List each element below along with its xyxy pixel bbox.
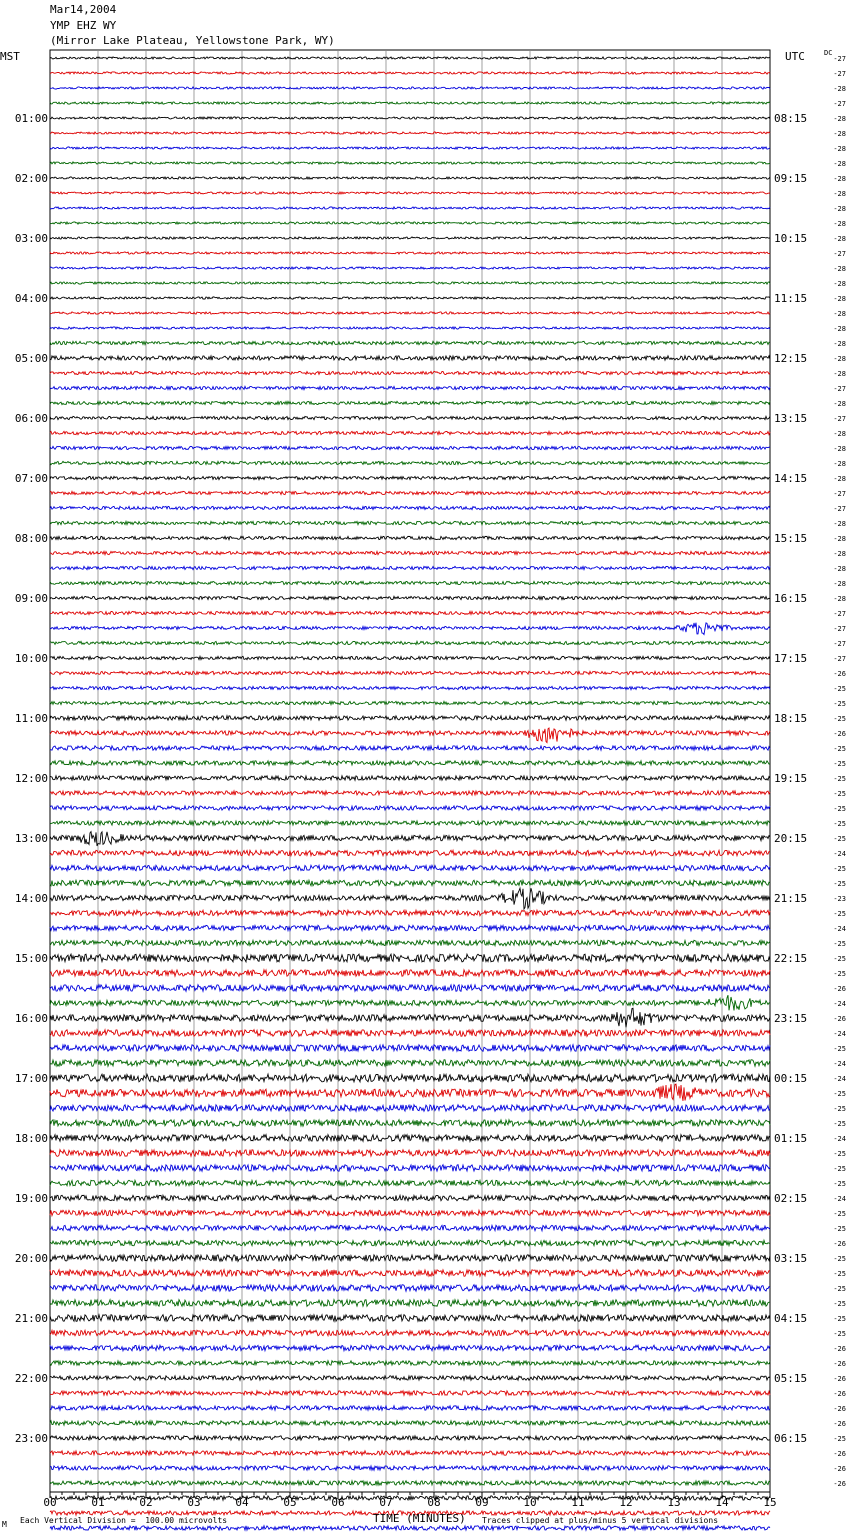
seismic-trace <box>50 371 770 374</box>
mst-hour-label: 14:00 <box>14 892 48 905</box>
dc-offset-label: -25 <box>833 1180 846 1188</box>
plot-frame <box>50 50 770 1492</box>
seismic-trace <box>50 386 770 389</box>
seismic-trace <box>50 476 770 479</box>
dc-offset-label: -25 <box>833 1045 846 1053</box>
seismic-trace <box>50 222 770 224</box>
dc-offset-label: -26 <box>833 1345 846 1353</box>
seismic-trace <box>50 192 770 194</box>
x-axis-title: TIME (MINUTES) <box>373 1512 466 1525</box>
dc-offset-label: -28 <box>833 265 846 273</box>
seismic-trace <box>50 656 770 659</box>
dc-offset-label: -28 <box>833 175 846 183</box>
utc-hour-label: 16:15 <box>774 592 808 605</box>
mst-hour-label: 13:00 <box>14 832 48 845</box>
dc-offset-label: -27 <box>833 640 846 648</box>
seismic-trace <box>50 1008 770 1027</box>
dc-offset-label: -28 <box>833 370 846 378</box>
utc-hour-label: 11:15 <box>774 292 808 305</box>
seismic-trace <box>50 850 770 855</box>
utc-hour-label: 01:15 <box>774 1132 808 1145</box>
utc-hour-label: 18:15 <box>774 712 808 725</box>
utc-hour-label: 00:15 <box>774 1072 808 1085</box>
dc-offset-label: -26 <box>833 985 846 993</box>
footer-mark: M <box>2 1520 7 1529</box>
dc-offset-label: -27 <box>833 100 846 108</box>
utc-hour-label: 13:15 <box>774 412 808 425</box>
mst-hour-label: 03:00 <box>14 232 48 245</box>
mst-hour-label: 01:00 <box>14 112 48 125</box>
dc-offset-label: -28 <box>833 85 846 93</box>
seismic-trace <box>50 611 770 614</box>
dc-offset-label: -28 <box>833 445 846 453</box>
seismic-trace <box>50 880 770 885</box>
utc-hour-label: 21:15 <box>774 892 808 905</box>
seismic-trace <box>50 1240 770 1245</box>
dc-offset-label: -28 <box>833 580 846 588</box>
dc-offset-label: -25 <box>833 1315 846 1323</box>
dc-offset-label: -27 <box>833 55 846 63</box>
mst-hour-label: 09:00 <box>14 592 48 605</box>
dc-offset-label: -26 <box>833 1360 846 1368</box>
utc-hour-label: 04:15 <box>774 1312 808 1325</box>
dc-offset-label: -25 <box>833 940 846 948</box>
dc-offset-label: -25 <box>833 1225 846 1233</box>
mst-hour-label: 20:00 <box>14 1252 48 1265</box>
seismic-trace <box>50 117 770 119</box>
mst-hour-label: 15:00 <box>14 952 48 965</box>
seismic-trace <box>50 1255 770 1262</box>
dc-offset-label: -25 <box>833 1150 846 1158</box>
dc-offset-label: -25 <box>833 1105 846 1113</box>
dc-offset-label: -24 <box>833 1060 846 1068</box>
dc-offset-label: -24 <box>833 850 846 858</box>
seismic-trace <box>50 1496 770 1500</box>
dc-offset-label: -28 <box>833 235 846 243</box>
left-timezone-label: MST <box>0 50 20 63</box>
seismic-trace <box>50 177 770 179</box>
mst-hour-label: 10:00 <box>14 652 48 665</box>
seismic-trace <box>50 970 770 977</box>
mst-hour-label: 22:00 <box>14 1372 48 1385</box>
seismic-trace <box>50 1084 770 1101</box>
seismic-trace <box>50 954 770 962</box>
utc-hour-label: 19:15 <box>774 772 808 785</box>
dc-offset-label: -25 <box>833 820 846 828</box>
dc-offset-label: -26 <box>833 1240 846 1248</box>
dc-offset-label: -25 <box>833 745 846 753</box>
dc-offset-label: -26 <box>833 1420 846 1428</box>
seismic-trace <box>50 671 770 674</box>
dc-offset-label: -28 <box>833 565 846 573</box>
mst-hour-label: 18:00 <box>14 1132 48 1145</box>
seismic-trace <box>50 297 770 299</box>
seismic-trace <box>50 312 770 314</box>
dc-offset-label: -28 <box>833 325 846 333</box>
seismic-trace <box>50 1285 770 1292</box>
dc-offset-label: -24 <box>833 1195 846 1203</box>
utc-hour-label: 23:15 <box>774 1012 808 1025</box>
dc-offset-label: -25 <box>833 955 846 963</box>
seismic-trace <box>50 1315 770 1322</box>
dc-offset-label: -25 <box>833 1165 846 1173</box>
utc-hour-label: 17:15 <box>774 652 808 665</box>
seismic-trace <box>50 431 770 434</box>
dc-offset-label: -28 <box>833 475 846 483</box>
seismic-trace <box>50 1074 770 1082</box>
x-tick-label: 14 <box>715 1496 729 1509</box>
seismic-trace <box>50 87 770 89</box>
utc-hour-label: 20:15 <box>774 832 808 845</box>
mst-hour-label: 12:00 <box>14 772 48 785</box>
mst-hour-label: 11:00 <box>14 712 48 725</box>
dc-offset-label: -26 <box>833 1375 846 1383</box>
seismic-trace <box>50 521 770 524</box>
seismic-trace <box>50 1225 770 1230</box>
seismic-trace <box>50 806 770 810</box>
seismic-trace <box>50 1135 770 1142</box>
dc-offset-label: -28 <box>833 130 846 138</box>
seismic-trace <box>50 1345 770 1350</box>
dc-offset-label: -26 <box>833 1480 846 1488</box>
dc-offset-label: -26 <box>833 1015 846 1023</box>
x-tick-label: 10 <box>523 1496 537 1509</box>
seismic-trace <box>50 1120 770 1127</box>
seismic-trace <box>50 1180 770 1185</box>
seismic-trace <box>50 1436 770 1440</box>
seismic-trace <box>50 551 770 554</box>
seismic-trace <box>50 1451 770 1455</box>
dc-offset-label: -25 <box>833 775 846 783</box>
x-tick-label: 15 <box>763 1496 777 1509</box>
seismic-trace <box>50 776 770 780</box>
seismic-trace <box>50 1406 770 1410</box>
dc-offset-label: -27 <box>833 625 846 633</box>
seismic-trace <box>50 865 770 870</box>
dc-offset-label: -27 <box>833 505 846 513</box>
mst-hour-label: 19:00 <box>14 1192 48 1205</box>
chart-date: Mar14,2004 <box>50 3 117 16</box>
seismic-trace <box>50 791 770 795</box>
seismic-trace <box>50 596 770 599</box>
seismic-trace <box>50 910 770 915</box>
dc-offset-label: -25 <box>833 880 846 888</box>
seismic-trace <box>50 1361 770 1365</box>
dc-offset-label: -25 <box>833 1435 846 1443</box>
seismic-trace <box>50 446 770 449</box>
seismic-trace <box>50 1300 770 1307</box>
seismic-trace <box>50 237 770 239</box>
dc-offset-label: -25 <box>833 805 846 813</box>
utc-hour-label: 12:15 <box>774 352 808 365</box>
clip-note: Traces clipped at plus/minus 5 vertical divisions <box>482 1516 719 1525</box>
dc-offset-label: -25 <box>833 760 846 768</box>
seismic-trace <box>50 1165 770 1172</box>
dc-offset-label: -28 <box>833 430 846 438</box>
station-code: YMP EHZ WY <box>50 19 117 32</box>
seismic-trace <box>50 832 770 846</box>
utc-hour-label: 03:15 <box>774 1252 808 1265</box>
dc-offset-label: -28 <box>833 220 846 228</box>
dc-offset-label: -27 <box>833 415 846 423</box>
seismic-trace <box>50 162 770 164</box>
dc-offset-label: -27 <box>833 655 846 663</box>
dc-offset-label: -25 <box>833 1120 846 1128</box>
dc-offset-label: -25 <box>833 910 846 918</box>
seismic-trace <box>50 1330 770 1335</box>
seismic-trace <box>50 940 770 945</box>
x-tick-label: 04 <box>235 1496 249 1509</box>
seismic-trace <box>50 716 770 720</box>
dc-offset-label: -25 <box>833 1300 846 1308</box>
dc-offset-label: -28 <box>833 115 846 123</box>
dc-offset-label: -26 <box>833 730 846 738</box>
seismic-trace <box>50 728 770 743</box>
seismic-trace <box>50 566 770 569</box>
seismic-trace <box>50 536 770 539</box>
dc-offset-label: -27 <box>833 385 846 393</box>
x-tick-label: 08 <box>427 1496 441 1509</box>
dc-offset-label: -24 <box>833 1075 846 1083</box>
seismic-trace <box>50 1060 770 1067</box>
scale-note: Each Vertical Division = 100.00 microvolts <box>20 1516 228 1525</box>
dc-offset-label: -23 <box>833 895 846 903</box>
x-tick-label: 01 <box>91 1496 105 1509</box>
dc-offset-label: -28 <box>833 520 846 528</box>
dc-offset-label: -26 <box>833 1450 846 1458</box>
x-tick-label: 12 <box>619 1496 633 1509</box>
dc-offset-label: -28 <box>833 310 846 318</box>
dc-offset-label: -27 <box>833 610 846 618</box>
seismic-trace <box>50 1045 770 1052</box>
seismic-trace <box>50 1195 770 1200</box>
mst-hour-label: 16:00 <box>14 1012 48 1025</box>
utc-hour-label: 05:15 <box>774 1372 808 1385</box>
dc-offset-label: -28 <box>833 160 846 168</box>
seismic-trace <box>50 1270 770 1277</box>
seismic-trace <box>50 356 770 360</box>
dc-offset-label: -28 <box>833 550 846 558</box>
seismic-trace <box>50 132 770 134</box>
seismic-trace <box>50 821 770 825</box>
dc-offset-label: -25 <box>833 700 846 708</box>
seismic-trace <box>50 1210 770 1215</box>
seismic-trace <box>50 746 770 750</box>
seismic-trace <box>50 1391 770 1395</box>
seismic-trace <box>50 461 770 464</box>
dc-offset-label: -25 <box>833 1330 846 1338</box>
dc-offset-label: -25 <box>833 1270 846 1278</box>
utc-hour-label: 09:15 <box>774 172 808 185</box>
x-tick-label: 03 <box>187 1496 201 1509</box>
dc-offset-label: -25 <box>833 790 846 798</box>
dc-offset-label: -28 <box>833 280 846 288</box>
seismic-trace <box>50 252 770 254</box>
seismic-trace <box>50 282 770 284</box>
seismic-trace <box>50 491 770 494</box>
dc-offset-label: -25 <box>833 685 846 693</box>
seismic-trace <box>50 267 770 269</box>
mst-hour-label: 05:00 <box>14 352 48 365</box>
seismic-trace <box>50 686 770 689</box>
right-timezone-label: UTC <box>785 50 805 63</box>
mst-hour-label: 06:00 <box>14 412 48 425</box>
dc-offset-label: -25 <box>833 865 846 873</box>
mst-hour-label: 21:00 <box>14 1312 48 1325</box>
dc-offset-label: -27 <box>833 250 846 258</box>
dc-offset-label: -24 <box>833 1000 846 1008</box>
dc-offset-label: -28 <box>833 355 846 363</box>
dc-offset-label: -25 <box>833 1210 846 1218</box>
dc-offset-label: -28 <box>833 295 846 303</box>
dc-offset-label: -25 <box>833 1255 846 1263</box>
seismic-trace <box>50 925 770 930</box>
seismic-trace <box>50 761 770 765</box>
seismic-trace <box>50 147 770 149</box>
seismic-trace <box>50 623 770 635</box>
seismic-trace <box>50 1481 770 1485</box>
x-tick-label: 07 <box>379 1496 393 1509</box>
x-tick-label: 11 <box>571 1496 585 1509</box>
mst-hour-label: 23:00 <box>14 1432 48 1445</box>
utc-hour-label: 08:15 <box>774 112 808 125</box>
dc-offset-label: -26 <box>833 1390 846 1398</box>
utc-hour-label: 02:15 <box>774 1192 808 1205</box>
dc-offset-label: -28 <box>833 535 846 543</box>
dc-offset-label: -25 <box>833 1090 846 1098</box>
seismic-trace <box>50 416 770 419</box>
x-tick-label: 09 <box>475 1496 489 1509</box>
seismic-trace <box>50 327 770 329</box>
dc-offset-label: -24 <box>833 1135 846 1143</box>
seismic-trace <box>50 1376 770 1380</box>
utc-hour-label: 15:15 <box>774 532 808 545</box>
utc-hour-label: 10:15 <box>774 232 808 245</box>
seismic-trace <box>50 401 770 404</box>
mst-hour-label: 08:00 <box>14 532 48 545</box>
seismic-trace <box>50 641 770 644</box>
x-tick-label: 00 <box>43 1496 57 1509</box>
dc-offset-label: -25 <box>833 835 846 843</box>
dc-offset-label: -28 <box>833 400 846 408</box>
dc-offset-header: DC <box>824 49 833 57</box>
station-location: (Mirror Lake Plateau, Yellowstone Park, WY) <box>50 34 335 47</box>
dc-offset-label: -28 <box>833 460 846 468</box>
seismic-trace <box>50 1030 770 1037</box>
dc-offset-label: -27 <box>833 490 846 498</box>
dc-offset-label: -24 <box>833 1030 846 1038</box>
mst-hour-label: 17:00 <box>14 1072 48 1085</box>
dc-offset-label: -28 <box>833 340 846 348</box>
dc-offset-label: -27 <box>833 70 846 78</box>
seismic-trace <box>50 1466 770 1470</box>
dc-offset-label: -25 <box>833 1285 846 1293</box>
dc-offset-label: -25 <box>833 715 846 723</box>
seismic-trace <box>50 581 770 584</box>
seismic-trace <box>50 1421 770 1425</box>
mst-hour-label: 07:00 <box>14 472 48 485</box>
dc-offset-label: -26 <box>833 1405 846 1413</box>
seismic-trace <box>50 72 770 74</box>
seismic-trace <box>50 701 770 704</box>
seismic-trace <box>50 341 770 344</box>
seismic-trace <box>50 1150 770 1157</box>
x-tick-label: 13 <box>667 1496 681 1509</box>
seismic-trace <box>50 1526 770 1530</box>
mst-hour-label: 04:00 <box>14 292 48 305</box>
seismic-trace <box>50 207 770 209</box>
dc-offset-label: -25 <box>833 970 846 978</box>
mst-hour-label: 02:00 <box>14 172 48 185</box>
seismic-trace <box>50 506 770 509</box>
dc-offset-label: -26 <box>833 1465 846 1473</box>
dc-offset-label: -28 <box>833 595 846 603</box>
seismic-trace <box>50 985 770 992</box>
utc-hour-label: 14:15 <box>774 472 808 485</box>
seismic-trace <box>50 888 770 909</box>
dc-offset-label: -28 <box>833 190 846 198</box>
seismic-trace <box>50 995 770 1010</box>
dc-offset-label: -24 <box>833 925 846 933</box>
seismic-trace <box>50 102 770 104</box>
seismic-trace <box>50 57 770 59</box>
x-tick-label: 02 <box>139 1496 153 1509</box>
seismic-trace <box>50 1105 770 1112</box>
dc-offset-label: -28 <box>833 145 846 153</box>
utc-hour-label: 06:15 <box>774 1432 808 1445</box>
x-tick-label: 05 <box>283 1496 297 1509</box>
utc-hour-label: 22:15 <box>774 952 808 965</box>
dc-offset-label: -28 <box>833 205 846 213</box>
dc-offset-label: -26 <box>833 670 846 678</box>
x-tick-label: 06 <box>331 1496 345 1509</box>
